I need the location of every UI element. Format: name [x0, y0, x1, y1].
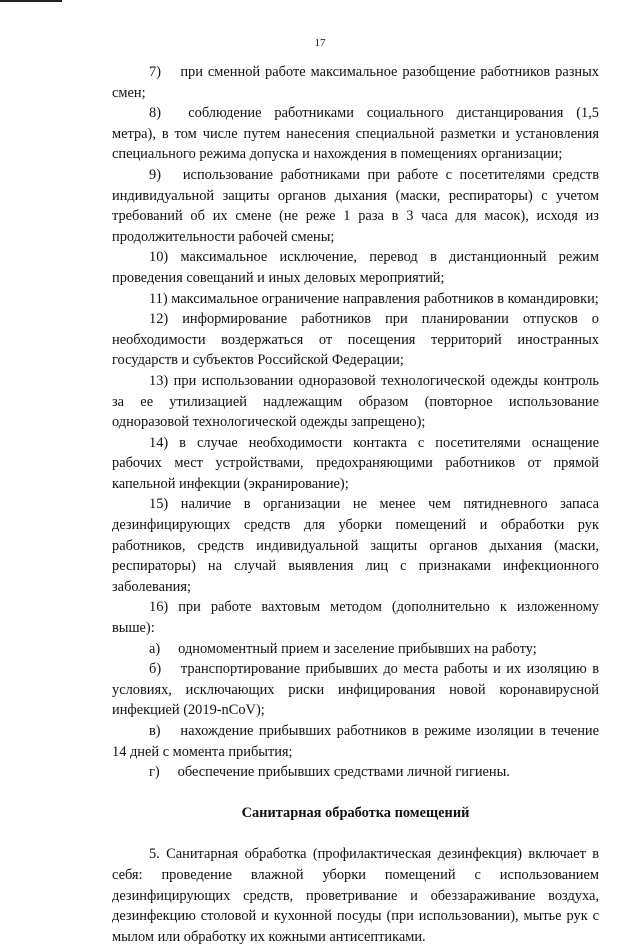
section-heading: Санитарная обработка помещений: [241, 804, 470, 821]
list-item: 12) информирование работников при планировании отпусков о необходимости воздержаться от посещения территорий иностранных государств и субъектов Российской Федерации;: [112, 311, 599, 369]
sub-list-item: в) нахождение прибывших работников в режиме изоляции в течение 14 дней с момента прибытия;: [112, 723, 599, 760]
page-number: 17: [314, 37, 326, 49]
list-item: 15) наличие в организации не менее чем пятидневного запаса дезинфицирующих средств для уборки помещений и обработки рук работников, средств индивидуальной защиты органов дыхания (маски, респираторы) на случай выявления лиц с признаками инфекционного заболевания;: [112, 496, 599, 595]
sub-list-item: б) транспортирование прибывших до места работы и их изоляцию в условиях, исключающих риски инфицирования новой коронавирусной инфекцией (2019-nCoV);: [112, 661, 599, 719]
list-item: 16) при работе вахтовым методом (дополнительно к изложенному выше):: [112, 599, 599, 637]
list-item: 10) максимальное исключение, перевод в дистанционный режим проведения совещаний и иных деловых мероприятий;: [112, 249, 599, 286]
corner-scan-mark: [0, 0, 62, 2]
list-item: 11) максимальное ограничение направления работников в командировки;: [149, 290, 599, 307]
list-item: 13) при использовании одноразовой технологической одежды контроль за ее утилизацией надлежащим образом (повторное использование одноразовой технологической одежды запрещено);: [112, 372, 599, 431]
sub-list-item: г) обеспечение прибывших средствами личной гигиены.: [149, 764, 510, 781]
list-item: 7) при сменной работе максимальное разобщение работников разных смен;: [112, 64, 599, 101]
list-item: 14) в случае необходимости контакта с посетителями оснащение рабочих мест устройствами, предохраняющими работников от прямой капельной инфекции (экранирование);: [112, 434, 599, 492]
section-paragraph: 5. Санитарная обработка (профилактическая дезинфекция) включает в себя: проведение влажной уборки помещений с использованием дезинфицирующих средств, проветривание и обеззараживание воздуха, дезинфекцию столовой и кухонной посуды (при использовании), мытье рук с мылом или обработку их кожными антисептиками.: [112, 846, 599, 945]
document-body: [112, 62, 599, 947]
sub-list-item: а) одномоментный прием и заселение прибывших на работу;: [149, 640, 537, 657]
list-item: 8) соблюдение работниками социального дистанцирования (1,5 метра), в том числе путем нанесения специальной разметки и установления специального режима допуска и нахождения в помещениях организации;: [112, 105, 599, 163]
list-item: 9) использование работниками при работе с посетителями средств индивидуальной защиты органов дыхания (маски, респираторы) с учетом требований об их смене (не реже 1 раза в 3 часа для масок), исходя из продолжительности рабочей смены;: [112, 166, 599, 245]
